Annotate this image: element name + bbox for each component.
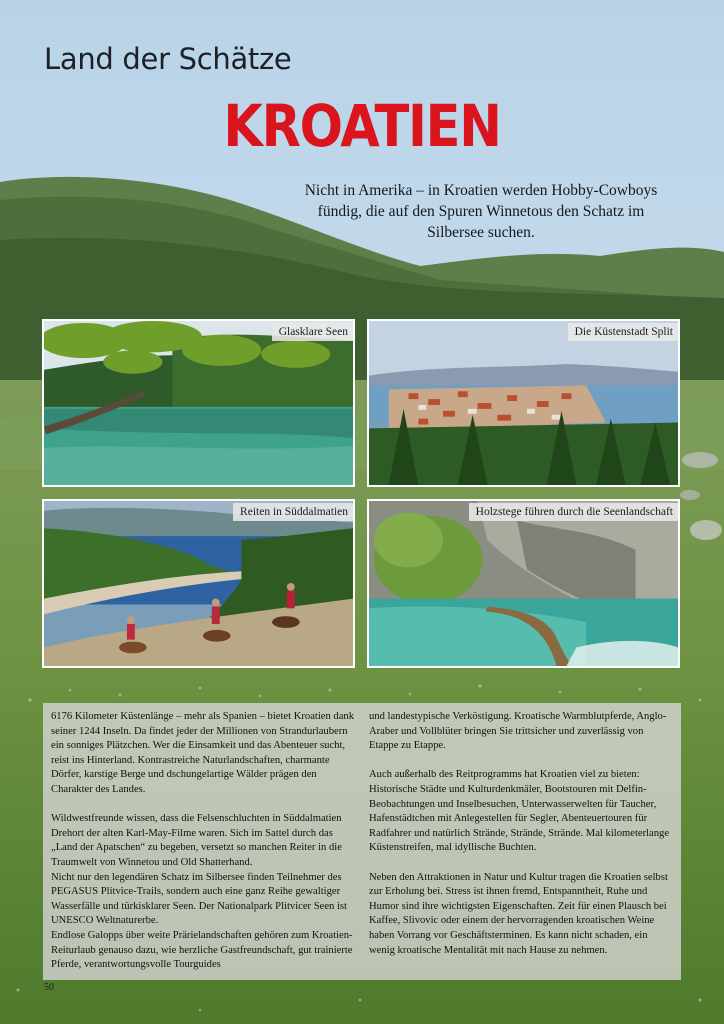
body-text-panel bbox=[43, 703, 681, 980]
photo-wooden-walkways bbox=[367, 499, 680, 668]
paragraph: 6176 Kilometer Küstenlänge – mehr als Spanien – bietet Kroatien dank seiner 1244 Inseln. Da findet jeder der Millionen von Strandurlaubern ein sonniges Plätzchen. Wer die Einsamkeit und das Abenteuer sucht, reist ins Hinterland. Kontrastreiche Naturlandschaften, charmante Dörfer, karstige Berge und dschungelartige Wälder prägen den Charakter des Landes. bbox=[51, 711, 355, 795]
text-column-right bbox=[369, 710, 675, 958]
paragraph: Endlose Galopps über weite Prärielandschaften gehören zum Kroatien-Reiturlaub genauso dazu, wie herzliche Gastfreundschaft, gut trainierte Pferde, verantwortungsvolle Tourguides bbox=[51, 929, 353, 971]
intro-text: Nicht in Amerika – in Kroatien werden Hobby-Cowboys fündig, die auf den Spuren Winnetous den Schatz im Silbersee suchen. bbox=[304, 182, 658, 241]
page-title: KROATIEN bbox=[223, 92, 501, 160]
page-supertitle: Land der Schätze bbox=[44, 42, 292, 76]
photo-clear-lakes bbox=[42, 319, 355, 487]
photo-caption: Holzstege führen durch die Seenlandschaft bbox=[469, 503, 678, 521]
photo-caption: Glasklare Seen bbox=[272, 323, 353, 341]
paragraph: Wildwestfreunde wissen, dass die Felsenschluchten in Süddalmatien Drehort der alten Karl-May-Filme waren. Sich im Sattel durch das „Land der Apatschen“ zu begeben, versetzt so manchen Reiter in die Traumwelt von Winnetou und Old Shatterhand. bbox=[51, 813, 342, 868]
city-image bbox=[369, 321, 678, 485]
photo-riding-south-dalmatia bbox=[42, 499, 355, 668]
photo-caption: Reiten in Süddalmatien bbox=[233, 503, 353, 521]
riders-image bbox=[44, 501, 353, 666]
paragraph: Neben den Attraktionen in Natur und Kultur tragen die Kroatien selbst zur Erholung bei. Stress ist ihnen fremd, Entspanntheit, Ruhe und Humor sind ihre wichtigsten Eigenschaften. Zeit für einen Plausch bei Kaffee, Slivovic oder einem der hervorragenden kroatischen Weine haben Vorrang vor Geschäftsterminen. Es kann nicht schaden, ein wenig kroatische Mentalität mit nach Hause zu nehmen. bbox=[369, 871, 668, 956]
paragraph: Auch außerhalb des Reitprogramms hat Kroatien viel zu bieten: Historische Städte und Kulturdenkmäler, Bootstouren mit Delfin-Beobachtungen und Inselbesuchen, Unterwasserwelten für Taucher, Hafenstädtchen mit Anlegestellen für Segler, Abenteuertouren für Radfahrer und natürlich Strände, Strände, Strände. Mal kilometerlange Küstenstreifen, mal idyllische Buchten. bbox=[369, 769, 670, 854]
text-column-left bbox=[51, 710, 357, 973]
paragraph: Nicht nur den legendären Schatz im Silbersee finden Teilnehmer des PEGASUS Plitvice-Trails, sondern auch eine ganz Reihe gewaltiger Wasserfälle und türkisklarer Seen. Der Nationalpark Plitvicer Seen ist UNESCO Weltnaturerbe. bbox=[51, 871, 347, 927]
photo-caption: Die Küstenstadt Split bbox=[568, 323, 678, 341]
walkway-image bbox=[369, 501, 678, 666]
paragraph: und landestypische Verköstigung. Kroatische Warmblutpferde, Anglo-Araber und Vollblüter bringen Sie trittsicher und zuverlässig von Etappe zu Etappe. bbox=[369, 711, 667, 752]
lake-image bbox=[44, 321, 353, 485]
page-number: 50 bbox=[44, 982, 54, 993]
photo-split-city bbox=[367, 319, 680, 487]
